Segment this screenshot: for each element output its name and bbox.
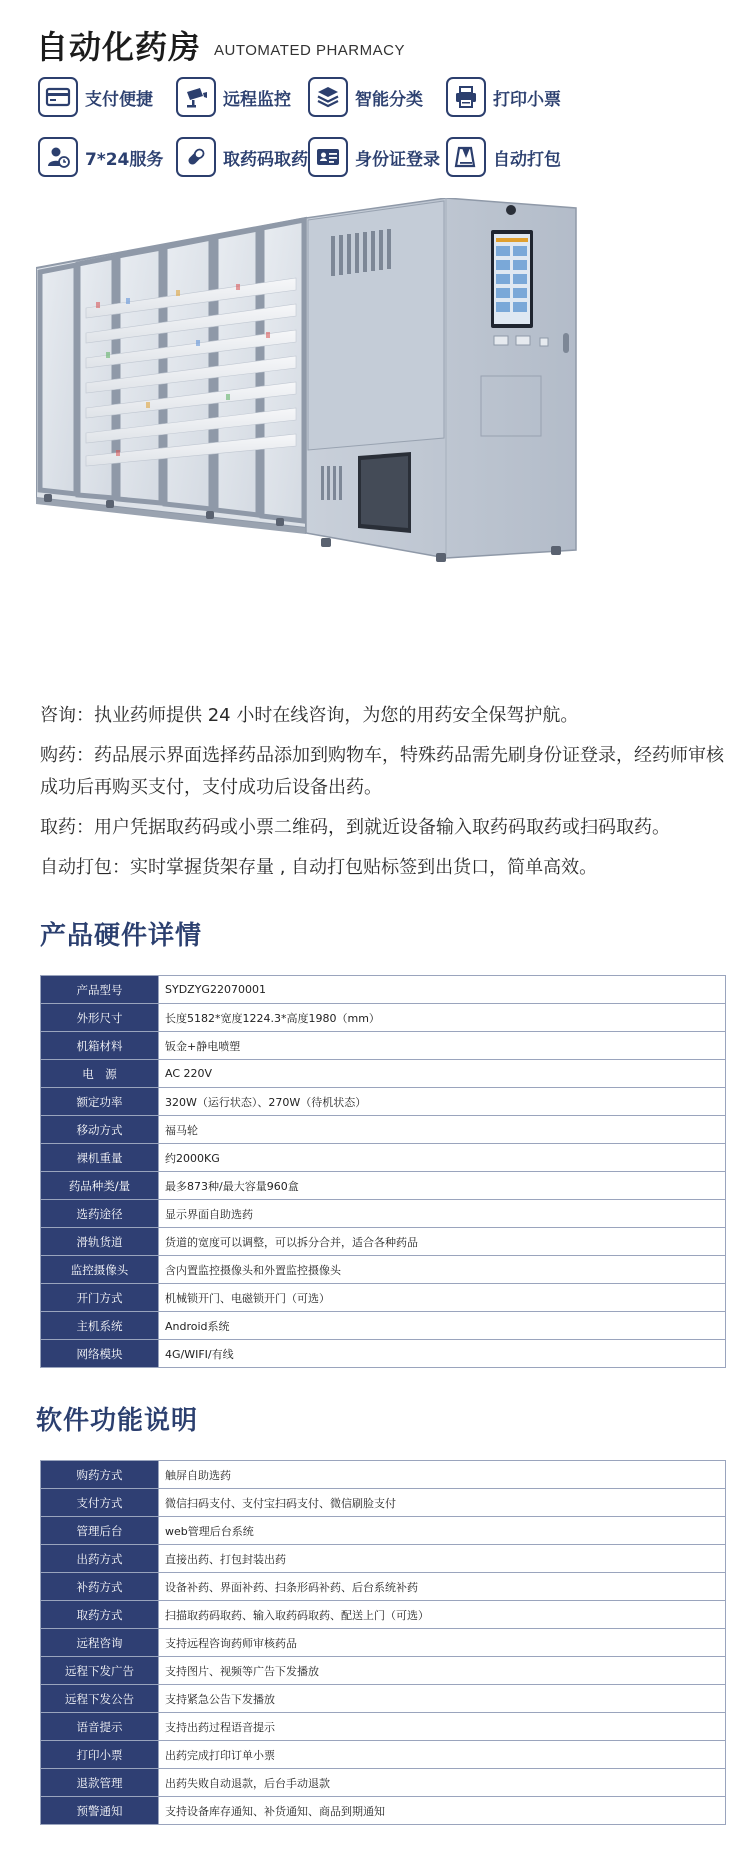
- printer-icon: [446, 77, 486, 117]
- row-value: 钣金+静电喷塑: [159, 1032, 726, 1060]
- table-row: [41, 1088, 726, 1116]
- table-row: [41, 1312, 726, 1340]
- row-key: 取药方式: [41, 1601, 159, 1629]
- row-key: 外形尺寸: [41, 1004, 159, 1032]
- row-key: 购药方式: [41, 1461, 159, 1489]
- row-value: 支持远程咨询药师审核药品: [159, 1629, 726, 1657]
- feature-label: 取药码取药: [223, 149, 308, 170]
- row-key: 电 源: [41, 1060, 159, 1088]
- row-value: 微信扫码支付、支付宝扫码支付、微信刷脸支付: [159, 1489, 726, 1517]
- row-value: 福马轮: [159, 1116, 726, 1144]
- row-key: 监控摄像头: [41, 1256, 159, 1284]
- pharmacy-machine-image: [36, 198, 694, 680]
- feature-classify: [308, 76, 423, 118]
- row-value: 出药失败自动退款，后台手动退款: [159, 1769, 726, 1797]
- row-key: 支付方式: [41, 1489, 159, 1517]
- row-key: 主机系统: [41, 1312, 159, 1340]
- package-icon: [446, 137, 486, 177]
- feature-label: 7*24服务: [85, 149, 164, 170]
- row-key: 出药方式: [41, 1545, 159, 1573]
- table-row: [41, 1032, 726, 1060]
- table-row: [41, 1060, 726, 1088]
- row-value: 最多873种/最大容量960盒: [159, 1172, 726, 1200]
- feature-label: 支付便捷: [85, 89, 153, 110]
- table-row: [41, 1116, 726, 1144]
- row-value: 长度5182*宽度1224.3*高度1980（mm）: [159, 1004, 726, 1032]
- description-purchase: 购药：药品展示界面选择药品添加到购物车，特殊药品需先刷身份证登录，经药师审核成功后再购买支付，支付成功后设备出药。: [40, 745, 724, 798]
- row-key: 滑轨货道: [41, 1228, 159, 1256]
- row-key: 补药方式: [41, 1573, 159, 1601]
- row-key: 预警通知: [41, 1797, 159, 1825]
- row-key: 打印小票: [41, 1741, 159, 1769]
- camera-icon: [176, 77, 216, 117]
- row-key: 选药途径: [41, 1200, 159, 1228]
- page-header: [36, 16, 716, 66]
- row-key: 远程下发广告: [41, 1657, 159, 1685]
- payment-card-icon: [38, 77, 78, 117]
- feature-label: 自动打包: [493, 149, 561, 170]
- row-key: 管理后台: [41, 1517, 159, 1545]
- page-subtitle: AUTOMATED PHARMACY: [214, 42, 405, 59]
- row-value: 4G/WIFI/有线: [159, 1340, 726, 1368]
- row-value: 出药完成打印订单小票: [159, 1741, 726, 1769]
- feature-print: [446, 76, 561, 118]
- row-value: 含内置监控摄像头和外置监控摄像头: [159, 1256, 726, 1284]
- table-row: [41, 1601, 726, 1629]
- row-key: 机箱材料: [41, 1032, 159, 1060]
- table-row: [41, 976, 726, 1004]
- table-row: [41, 1573, 726, 1601]
- table-row: [41, 1200, 726, 1228]
- row-value: AC 220V: [159, 1060, 726, 1088]
- id-card-icon: [308, 137, 348, 177]
- table-row: [41, 1004, 726, 1032]
- table-row: [41, 1144, 726, 1172]
- row-value: 触屏自助选药: [159, 1461, 726, 1489]
- row-value: 支持设备库存通知、补货通知、商品到期通知: [159, 1797, 726, 1825]
- table-row: [41, 1629, 726, 1657]
- hardware-section-title: 产品硬件详情: [40, 921, 203, 951]
- table-row: [41, 1172, 726, 1200]
- row-key: 远程下发公告: [41, 1685, 159, 1713]
- feature-label: 身份证登录: [355, 149, 440, 170]
- feature-service: [38, 136, 163, 178]
- row-value: 约2000KG: [159, 1144, 726, 1172]
- row-key: 裸机重量: [41, 1144, 159, 1172]
- row-key: 产品型号: [41, 976, 159, 1004]
- feature-label: 远程监控: [223, 89, 291, 110]
- table-row: [41, 1228, 726, 1256]
- table-row: [41, 1713, 726, 1741]
- description-list: [40, 700, 730, 892]
- table-row: [41, 1797, 726, 1825]
- row-value: 直接出药、打包封装出药: [159, 1545, 726, 1573]
- row-value: 设备补药、界面补药、扫条形码补药、后台系统补药: [159, 1573, 726, 1601]
- table-row: [41, 1657, 726, 1685]
- row-value: 显示界面自助选药: [159, 1200, 726, 1228]
- row-key: 移动方式: [41, 1116, 159, 1144]
- row-value: web管理后台系统: [159, 1517, 726, 1545]
- feature-auto-pack: [446, 136, 561, 178]
- feature-id-login: [308, 136, 440, 178]
- table-row: [41, 1461, 726, 1489]
- table-row: [41, 1545, 726, 1573]
- service-user-icon: [38, 137, 78, 177]
- software-function-table: [40, 1460, 726, 1825]
- feature-monitor: [176, 76, 291, 118]
- feature-label: 智能分类: [355, 89, 423, 110]
- row-key: 额定功率: [41, 1088, 159, 1116]
- row-key: 退款管理: [41, 1769, 159, 1797]
- page-title: 自动化药房: [36, 28, 202, 66]
- row-value: SYDZYG22070001: [159, 976, 726, 1004]
- row-key: 药品种类/量: [41, 1172, 159, 1200]
- layers-icon: [308, 77, 348, 117]
- hardware-spec-table: [40, 975, 726, 1368]
- row-value: 支持紧急公告下发播放: [159, 1685, 726, 1713]
- software-section-title: 软件功能说明: [36, 1406, 199, 1436]
- table-row: [41, 1769, 726, 1797]
- row-key: 远程咨询: [41, 1629, 159, 1657]
- table-row: [41, 1489, 726, 1517]
- pill-icon: [176, 137, 216, 177]
- table-row: [41, 1517, 726, 1545]
- row-value: Android系统: [159, 1312, 726, 1340]
- row-key: 开门方式: [41, 1284, 159, 1312]
- feature-pickup-code: [176, 136, 308, 178]
- feature-label: 打印小票: [493, 89, 561, 110]
- description-packing: 自动打包：实时掌握货架存量 , 自动打包贴标签到出货口，简单高效。: [40, 857, 598, 878]
- feature-payment: [38, 76, 153, 118]
- description-pickup: 取药：用户凭据取药码或小票二维码，到就近设备输入取药码取药或扫码取药。: [40, 817, 670, 838]
- table-row: [41, 1685, 726, 1713]
- row-value: 机械锁开门、电磁锁开门（可选）: [159, 1284, 726, 1312]
- row-value: 支持出药过程语音提示: [159, 1713, 726, 1741]
- table-row: [41, 1256, 726, 1284]
- table-row: [41, 1340, 726, 1368]
- table-row: [41, 1284, 726, 1312]
- row-value: 货道的宽度可以调整，可以拆分合并，适合各种药品: [159, 1228, 726, 1256]
- row-key: 网络模块: [41, 1340, 159, 1368]
- row-value: 扫描取药码取药、输入取药码取药、配送上门（可选）: [159, 1601, 726, 1629]
- row-key: 语音提示: [41, 1713, 159, 1741]
- table-row: [41, 1741, 726, 1769]
- row-value: 支持图片、视频等广告下发播放: [159, 1657, 726, 1685]
- row-value: 320W（运行状态）、270W（待机状态）: [159, 1088, 726, 1116]
- description-consult: 咨询：执业药师提供 24 小时在线咨询，为您的用药安全保驾护航。: [40, 705, 579, 726]
